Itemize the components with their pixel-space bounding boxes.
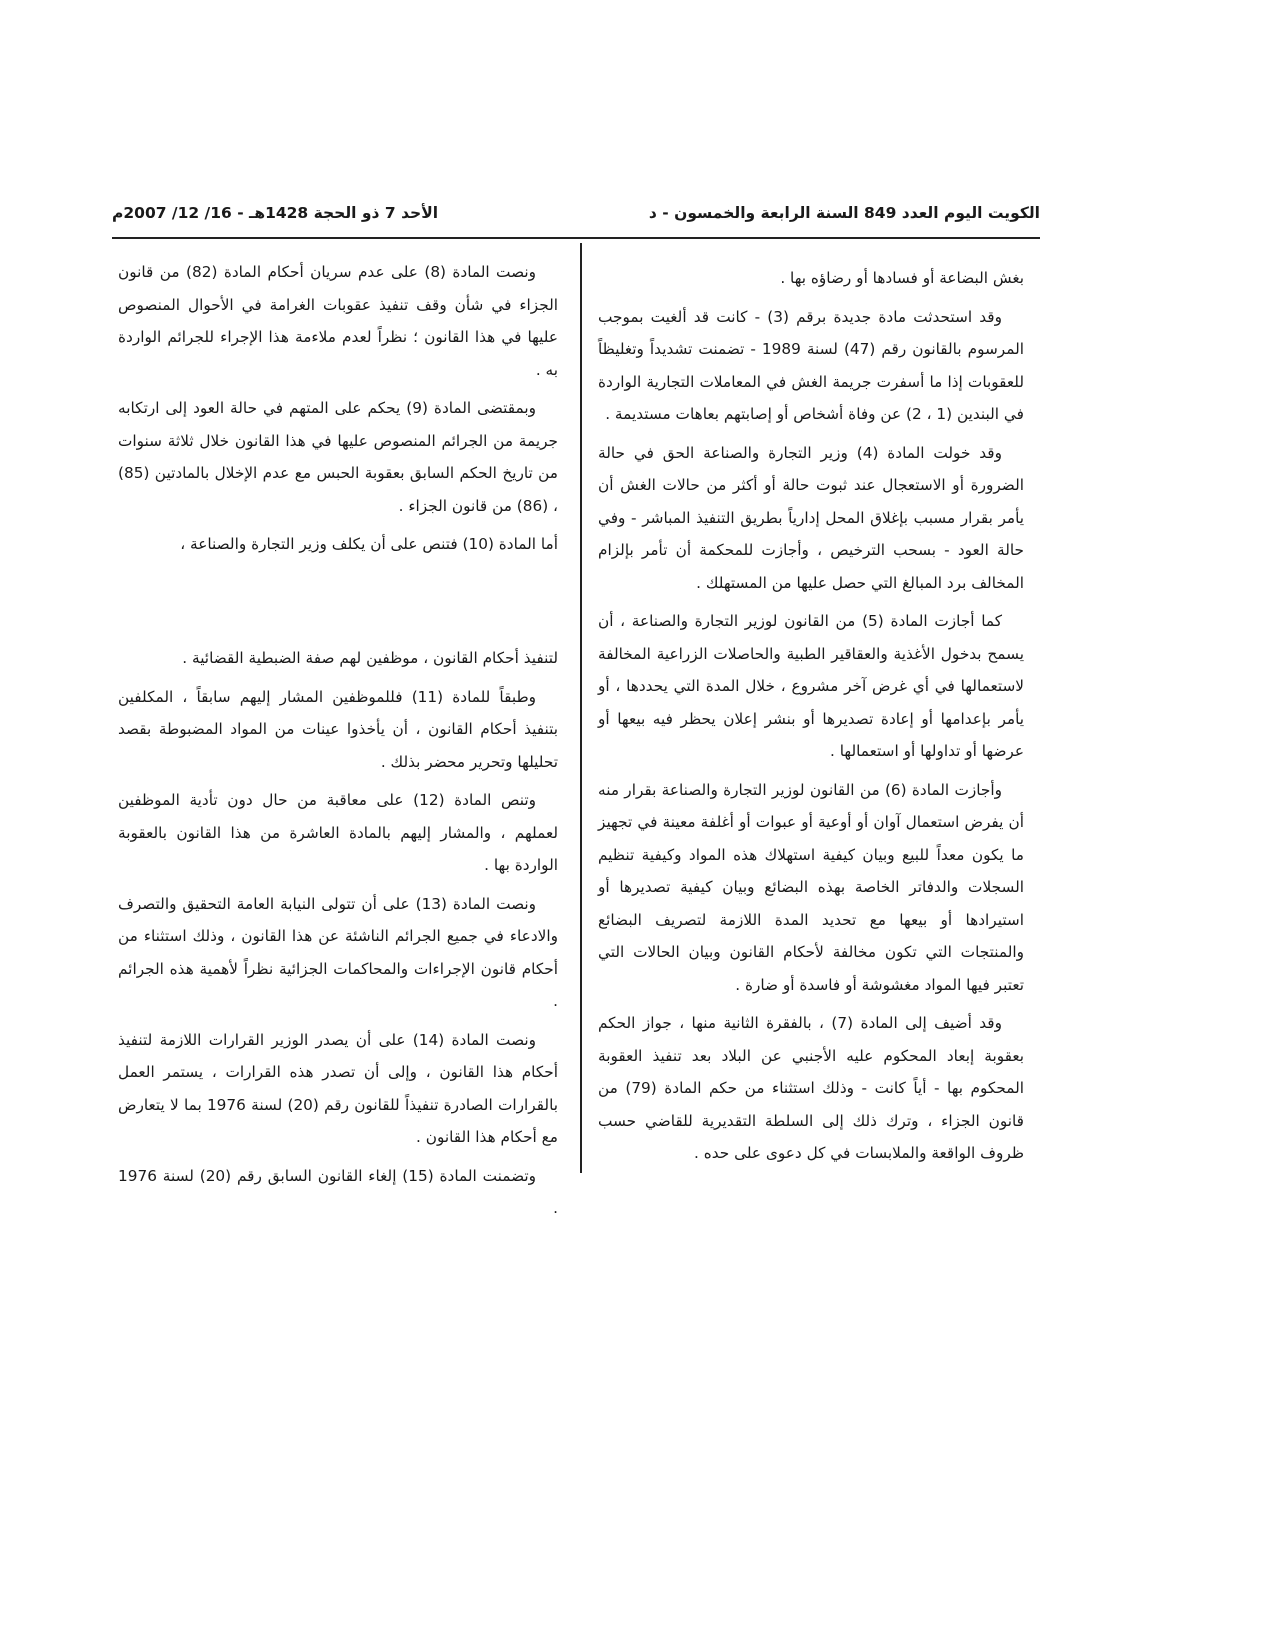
left-column-top: [118, 256, 558, 567]
paragraph: وقد أضيف إلى المادة (7) ، بالفقرة الثانية منها ، جواز الحكم بعقوبة إبعاد المحكوم عليه الأجنبي عن البلاد بعد تنفيذ العقوبة المحكوم بها - أياً كانت - وذلك استثناء من حكم المادة (79) من قانون الجزاء ، وترك ذلك إلى السلطة التقديرية للقاضي حسب ظروف الواقعة والملابسات في كل دعوى على حده .: [598, 1014, 1024, 1162]
right-column: [598, 262, 1024, 1176]
paragraph: كما أجازت المادة (5) من القانون لوزير التجارة والصناعة ، أن يسمح بدخول الأغذية والعقاقير الطبية والحاصلات الزراعية المخالفة لاستعمالها في أي غرض آخر مشروع ، خلال المدة التي يحددها ، أو يأمر بإعدامها أو إعادة تصديرها أو بنشر إعلان يحظر فيه بيعها أو عرضها أو تداولها أو استعمالها .: [598, 612, 1024, 760]
header-divider: [112, 237, 1040, 239]
paragraph: وأجازت المادة (6) من القانون لوزير التجارة والصناعة بقرار منه أن يفرض استعمال آوان أو أوعية أو عبوات أو أغلفة معينة في تجهيز ما يكون معداً للبيع وبيان كيفية استهلاك هذه المواد وكيفية تنظيم السجلات والدفاتر الخاصة بهذه البضائع وبيان كيفية تصديرها أو استيرادها أو بيعها مع تحديد المدة اللازمة لتصريف البضائع والمنتجات التي تكون مخالفة لأحكام القانون وبيان الحالات التي تعتبر فيها المواد مغشوشة أو فاسدة أو ضارة .: [598, 780, 1024, 994]
paragraph: ونصت المادة (13) على أن تتولى النيابة العامة التحقيق والتصرف والادعاء في جميع الجرائم الناشئة عن هذا القانون ، وذلك استثناء من أحكام قانون الإجراءات والمحاكمات الجزائية نظراً لأهمية هذه الجرائم .: [118, 894, 558, 1010]
header-issue-info: الكويت اليوم العدد 849 السنة الرابعة والخمسون - د: [648, 204, 1040, 222]
paragraph: وقد استحدثت مادة جديدة برقم (3) - كانت قد ألغيت بموجب المرسوم بالقانون رقم (47) لسنة 1989 - تضمنت تشديداً وتغليظاً للعقوبات إذا ما أسفرت جريمة الغش في المعاملات التجارية الواردة في البندين (1 ، 2) عن وفاة أشخاص أو إصابتهم بعاهات مستديمة .: [598, 307, 1024, 423]
left-column-bottom: [118, 642, 558, 1231]
paragraph: وبمقتضى المادة (9) يحكم على المتهم في حالة العود إلى ارتكابه جريمة من الجرائم المنصوص عليها في هذا القانون خلال ثلاثة سنوات من تاريخ الحكم السابق بعقوبة الحبس مع عدم الإخلال بالمادتين (85) ، (86) من قانون الجزاء .: [118, 399, 558, 515]
page-header: [112, 198, 1040, 228]
paragraph: ونصت المادة (8) على عدم سريان أحكام المادة (82) من قانون الجزاء في شأن وقف تنفيذ عقوبات الغرامة في الأحوال المنصوص عليها في هذا القانون ؛ نظراً لعدم ملاءمة هذا الإجراء للجرائم الواردة به .: [118, 263, 558, 379]
paragraph: وقد خولت المادة (4) وزير التجارة والصناعة الحق في حالة الضرورة أو الاستعجال عند ثبوت حالة أو أكثر من حالات الغش أن يأمر بقرار مسبب بإغلاق المحل إدارياً بطريق التنفيذ المباشر - وفي حالة العود - بسحب الترخيص ، وأجازت للمحكمة أن تأمر بإلزام المخالف برد المبالغ التي حصل عليها من المستهلك .: [598, 443, 1024, 592]
paragraph: وتنص المادة (12) على معاقبة من حال دون تأدية الموظفين لعملهم ، والمشار إليهم بالمادة العاشرة من هذا القانون بالعقوبة الواردة بها .: [118, 791, 558, 874]
header-date: الأحد 7 ذو الحجة 1428هـ - 16/ 12/ 2007م: [112, 204, 439, 222]
paragraph: وتضمنت المادة (15) إلغاء القانون السابق رقم (20) لسنة 1976 .: [118, 1166, 558, 1217]
paragraph: ونصت المادة (14) على أن يصدر الوزير القرارات اللازمة لتنفيذ أحكام هذا القانون ، وإلى أن تصدر هذه القرارات ، يستمر العمل بالقرارات الصادرة تنفيذاً للقانون رقم (20) لسنة 1976 بما لا يتعارض مع أحكام هذا القانون .: [118, 1030, 558, 1146]
paragraph: وطبقاً للمادة (11) فللموظفين المشار إليهم سابقاً ، المكلفين بتنفيذ أحكام القانون ، أن يأخذوا عينات من المواد المضبوطة بقصد تحليلها وتحرير محضر بذلك .: [118, 687, 558, 771]
paragraph: بغش البضاعة أو فسادها أو رضاؤه بها .: [780, 269, 1024, 287]
column-divider: [580, 243, 582, 1173]
paragraph: أما المادة (10) فتنص على أن يكلف وزير التجارة والصناعة ،: [180, 535, 558, 553]
paragraph: لتنفيذ أحكام القانون ، موظفين لهم صفة الضبطية القضائية .: [182, 649, 558, 667]
